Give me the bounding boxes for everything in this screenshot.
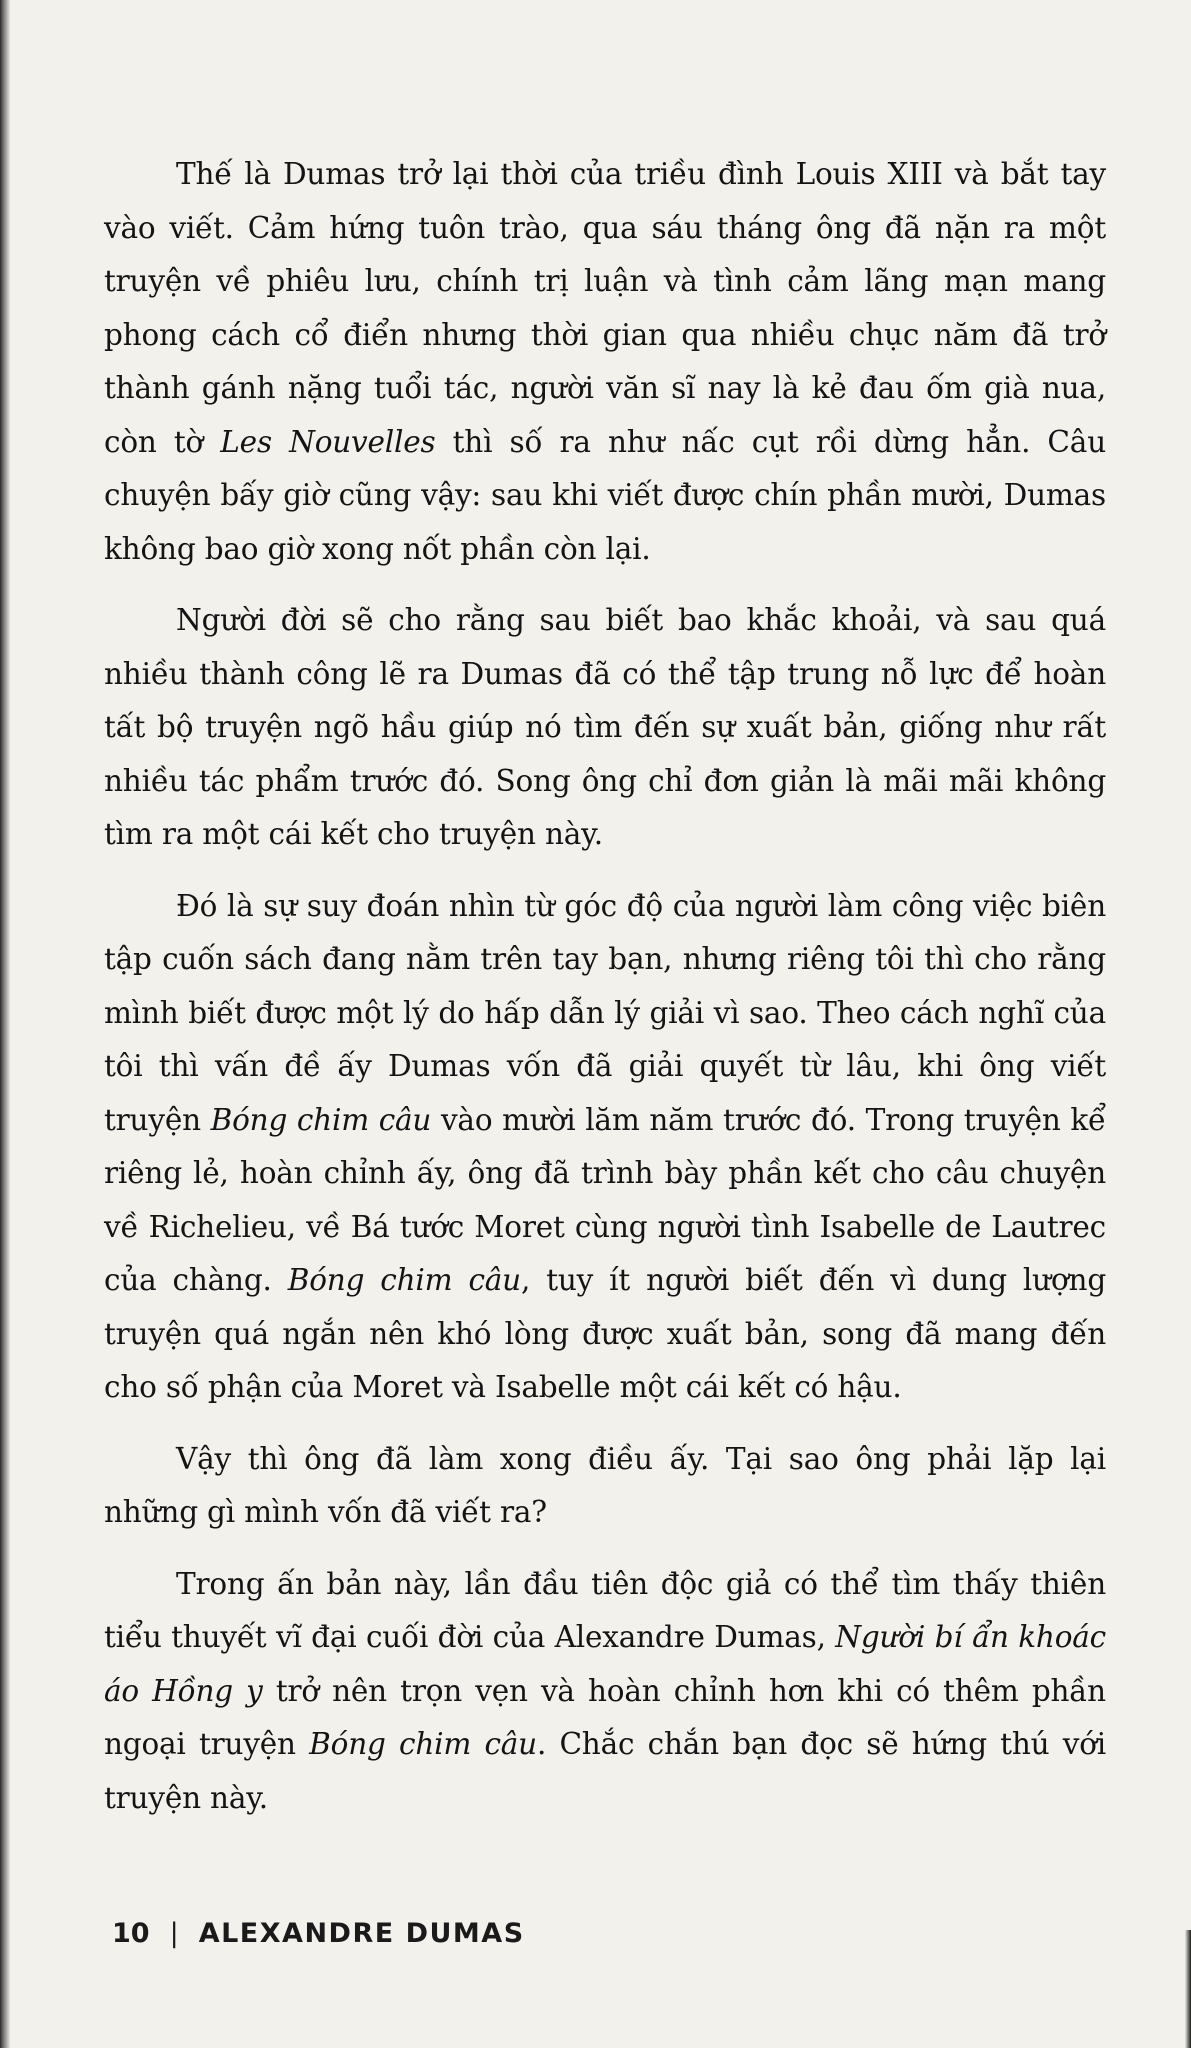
page-binding-edge [0,0,10,2048]
paragraph-4 [104,1433,1106,1540]
italic-title-run: Người bí ẩn khoác áo Hồng y [104,1620,1106,1708]
italic-title-run: Bóng chim câu [309,1727,537,1761]
page-corner-shadow [1185,1930,1191,2048]
text-run: Vậy thì ông đã làm xong điều ấy. Tại sao ông phải lặp lại những gì mình vốn đã viết ra? [104,1441,1106,1529]
text-run: Người đời sẽ cho rằng sau biết bao khắc khoải, và sau quá nhiều thành công lẽ ra Dumas đã có thể tập trung nỗ lực để hoàn tất bộ truyện ngõ hầu giúp nó tìm đến sự xuất bản, giống như rất nhiều tác phẩm trước đó. Song ông chỉ đơn giản là mãi mãi không tìm ra một cái kết cho truyện này. [104,603,1106,851]
footer-separator: | [169,1918,179,1949]
running-author: ALEXANDRE DUMAS [198,1918,525,1949]
italic-title-run: Les Nouvelles [220,424,436,459]
text-run: Trong ấn bản này, lần đầu tiên độc giả có thể tìm thấy thiên tiểu thuyết vĩ đại cuối đời của Alexandre Dumas, [104,1566,1106,1654]
paragraph-2 [104,594,1106,862]
paragraph-5 [104,1558,1106,1826]
text-run: Thế là Dumas trở lại thời của triều đình Louis XIII và bắt tay vào viết. Cảm hứng tuôn trào, qua sáu tháng ông đã nặn ra một truyện về phiêu lưu, chính trị luận và tình cảm lãng mạn mang phong cách cổ điển nhưng thời gian qua nhiều chục năm đã trở thành gánh nặng tuổi tác, người văn sĩ nay là kẻ đau ốm già nua, còn tờ [104,157,1106,459]
text-run: thì số ra như nấc cụt rồi dừng hẳn. Câu chuyện bấy giờ cũng vậy: sau khi viết được chín phần mười, Dumas không bao giờ xong nốt phần còn lại. [104,424,1106,566]
text-run: vào mười lăm năm trước đó. Trong truyện kể riêng lẻ, hoàn chỉnh ấy, ông đã trình bày phần kết cho câu chuyện về Richelieu, về Bá tước Moret cùng người tình Isabelle de Lautrec của chàng. [104,1102,1106,1297]
italic-title-run: Bóng chim câu [210,1102,432,1137]
body-text [104,148,1106,1843]
page-number: 10 [112,1918,150,1949]
text-run: Đó là sự suy đoán nhìn từ góc độ của người làm công việc biên tập cuốn sách đang nằm trên tay bạn, nhưng riêng tôi thì cho rằng mình biết được một lý do hấp dẫn lý giải vì sao. Theo cách nghĩ của tôi thì vấn đề ấy Dumas vốn đã giải quyết từ lâu, khi ông viết truyện [104,888,1106,1137]
paragraph-3 [104,880,1106,1415]
text-run: , tuy ít người biết đến vì dung lượng truyện quá ngắn nên khó lòng được xuất bản, song đã mang đến cho số phận của Moret và Isabelle một cái kết có hậu. [104,1263,1107,1404]
running-footer [112,1918,525,1949]
text-run: . Chắc chắn bạn đọc sẽ hứng thú với truyện này. [104,1727,1107,1815]
text-run: trở nên trọn vẹn và hoàn chỉnh hơn khi có thêm phần ngoại truyện [104,1673,1106,1761]
paragraph-1 [104,148,1106,576]
italic-title-run: Bóng chim câu [287,1263,521,1297]
